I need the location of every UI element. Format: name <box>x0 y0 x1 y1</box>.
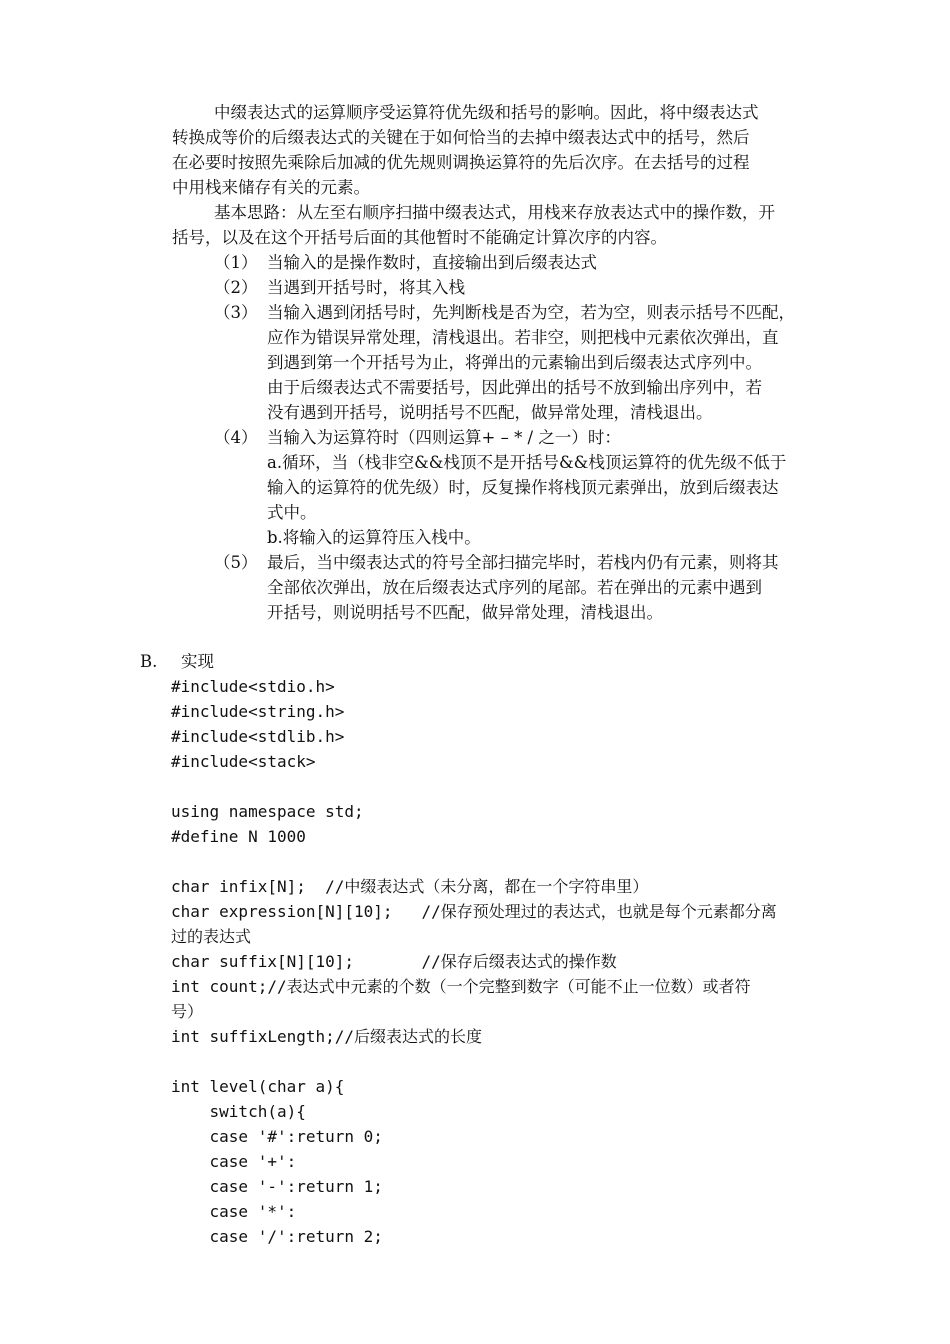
intro-paragraph-2-line: 括号，以及在这个开括号后面的其他暂时不能确定计算次序的内容。 <box>172 228 667 247</box>
code-line: #include<string.h> <box>171 702 345 721</box>
step-text-line: 最后，当中缀表达式的符号全部扫描完毕时，若栈内仍有元素，则将其 <box>267 553 779 572</box>
code-line: #include<stdio.h> <box>171 677 335 696</box>
step-number: （5） <box>214 553 258 572</box>
step-text-line: 当输入遇到闭括号时，先判断栈是否为空，若为空，则表示括号不匹配， <box>267 303 795 322</box>
code-line: case '#':return 0; <box>171 1127 383 1146</box>
code-line: int count;//表达式中元素的个数（一个完整到数字（可能不止一位数）或者符 <box>171 977 751 996</box>
code-line: case '+': <box>171 1152 297 1171</box>
step-number: （4） <box>214 428 258 447</box>
step-number: （2） <box>214 278 258 297</box>
step-text-line: 开括号，则说明括号不匹配，做异常处理，清栈退出。 <box>267 603 663 622</box>
step-text-line: 当输入为运算符时（四则运算+ – * / 之一）时： <box>267 428 621 447</box>
step-text-line: 由于后缀表达式不需要括号，因此弹出的括号不放到输出序列中，若 <box>267 378 762 397</box>
step-text-line: 没有遇到开括号，说明括号不匹配，做异常处理，清栈退出。 <box>267 403 713 422</box>
code-line: 号） <box>171 1002 204 1021</box>
step-text-line: 到遇到第一个开括号为止，将弹出的元素输出到后缀表达式序列中。 <box>267 353 762 372</box>
code-line: switch(a){ <box>171 1102 306 1121</box>
intro-paragraph-1-line: 转换成等价的后缀表达式的关键在于如何恰当的去掉中缀表达式中的括号，然后 <box>172 128 750 147</box>
code-line: #include<stack> <box>171 752 316 771</box>
section-title: 实现 <box>181 652 214 671</box>
intro-paragraph-1-line: 中用栈来储存有关的元素。 <box>172 178 370 197</box>
code-line: char suffix[N][10]; //保存后缀表达式的操作数 <box>171 952 617 971</box>
step-text-line: 全部依次弹出，放在后缀表达式序列的尾部。若在弹出的元素中遇到 <box>267 578 762 597</box>
intro-paragraph-1-line: 中缀表达式的运算顺序受运算符优先级和括号的影响。因此，将中缀表达式 <box>172 103 759 122</box>
code-line: char infix[N]; //中缀表达式（未分离，都在一个字符串里） <box>171 877 649 896</box>
step-number: （3） <box>214 303 258 322</box>
code-line: #include<stdlib.h> <box>171 727 345 746</box>
code-line: case '*': <box>171 1202 297 1221</box>
code-line: char expression[N][10]; //保存预处理过的表达式，也就是每个元素都分离 <box>171 902 777 921</box>
code-line: case '/':return 2; <box>171 1227 383 1246</box>
step-text-line: 当输入的是操作数时，直接输出到后缀表达式 <box>267 253 597 272</box>
step-text-line: 应作为错误异常处理，清栈退出。若非空，则把栈中元素依次弹出，直 <box>267 328 779 347</box>
step-number: （1） <box>214 253 258 272</box>
code-line: int level(char a){ <box>171 1077 345 1096</box>
step-text-line: b.将输入的运算符压入栈中。 <box>267 528 481 547</box>
intro-paragraph-2-line: 基本思路：从左至右顺序扫描中缀表达式，用栈来存放表达式中的操作数，开 <box>172 203 775 222</box>
step-text-line: 式中。 <box>267 503 317 522</box>
step-text-line: a.循环，当（栈非空&&栈顶不是开括号&&栈顶运算符的优先级不低于 <box>267 453 787 472</box>
section-label: B. <box>140 652 158 671</box>
step-text-line: 输入的运算符的优先级）时，反复操作将栈顶元素弹出，放到后缀表达 <box>267 478 779 497</box>
step-text-line: 当遇到开括号时，将其入栈 <box>267 278 465 297</box>
code-line: int suffixLength;//后缀表达式的长度 <box>171 1027 483 1046</box>
code-line: #define N 1000 <box>171 827 306 846</box>
intro-paragraph-1-line: 在必要时按照先乘除后加减的优先规则调换运算符的先后次序。在去括号的过程 <box>172 153 750 172</box>
code-line: 过的表达式 <box>171 927 252 946</box>
code-line: case '-':return 1; <box>171 1177 383 1196</box>
code-line: using namespace std; <box>171 802 364 821</box>
